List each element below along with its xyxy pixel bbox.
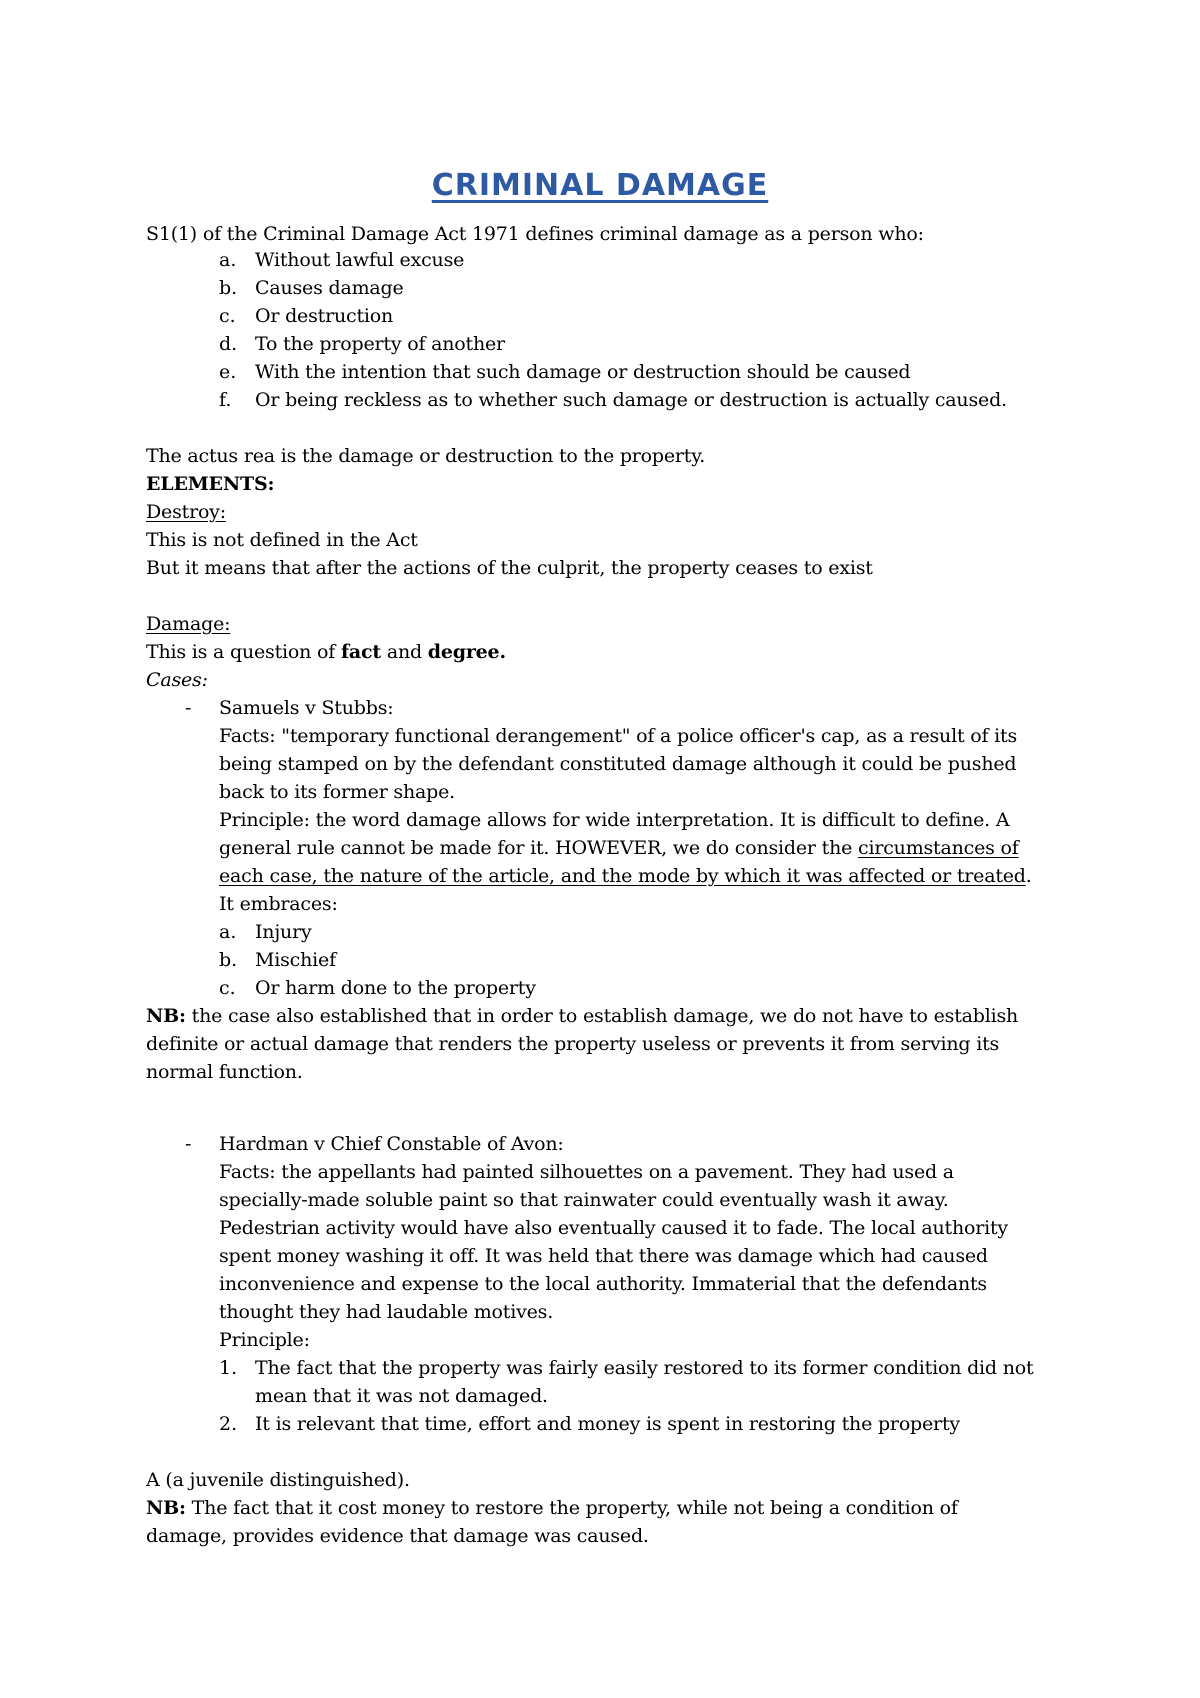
embraces-marker: a.: [219, 921, 237, 943]
nb-line: definite or actual damage that renders the property useless or prevents it from serving its: [146, 1033, 1000, 1055]
destroy-line: But it means that after the actions of the culprit, the property ceases to exist: [146, 557, 873, 579]
damage-heading: Damage:: [146, 613, 231, 635]
principle-marker: 1.: [219, 1357, 238, 1379]
case-facts-line: being stamped on by the defendant constituted damage although it could be pushed: [219, 753, 1017, 775]
definition-item: To the property of another: [255, 333, 505, 355]
case-dash: -: [185, 697, 192, 719]
cases-label: Cases:: [146, 669, 208, 691]
damage-question-line: [146, 640, 506, 664]
embraces-item: Mischief: [255, 949, 336, 971]
principle-underlined-text: each case, the nature of the article, and the mode by which it was affected or treated: [219, 865, 1026, 887]
definition-marker: d.: [219, 333, 238, 355]
case-facts-line: Pedestrian activity would have also eventually caused it to fade. The local authority: [219, 1217, 1008, 1239]
definition-marker: c.: [219, 305, 236, 327]
definition-item: With the intention that such damage or destruction should be caused: [255, 361, 911, 383]
case-principle-label: Principle:: [219, 1329, 310, 1351]
damage-question-degree: degree.: [427, 641, 506, 663]
definition-marker: e.: [219, 361, 237, 383]
definition-marker: b.: [219, 277, 238, 299]
embraces-marker: b.: [219, 949, 238, 971]
case-principle-line: Principle: the word damage allows for wide interpretation. It is difficult to define. A: [219, 809, 1010, 831]
principle-text: general rule cannot be made for it. HOWEVER, we do consider the: [219, 837, 859, 859]
actus-rea-paragraph: The actus rea is the damage or destruction to the property.: [146, 445, 706, 467]
nb-label: NB:: [146, 1005, 186, 1027]
case-name: Hardman v Chief Constable of Avon:: [219, 1133, 564, 1155]
embraces-item: Or harm done to the property: [255, 977, 536, 999]
case-facts-line: thought they had laudable motives.: [219, 1301, 554, 1323]
principle-item: It is relevant that time, effort and money is spent in restoring the property: [255, 1413, 960, 1435]
nb-line: damage, provides evidence that damage was caused.: [146, 1525, 649, 1547]
nb-text: the case also established that in order to establish damage, we do not have to establish: [185, 1005, 1019, 1027]
case-facts-line: Facts: "temporary functional derangement" of a police officer's cap, as a result of its: [219, 725, 1017, 747]
principle-text: .: [1025, 865, 1032, 887]
definition-marker: f.: [219, 389, 232, 411]
embraces-label: It embraces:: [219, 893, 338, 915]
intro-paragraph: S1(1) of the Criminal Damage Act 1971 defines criminal damage as a person who:: [146, 223, 924, 245]
nb-line: [146, 1004, 1018, 1028]
nb-label: NB:: [146, 1497, 186, 1519]
case-facts-line: spent money washing it off. It was held that there was damage which had caused: [219, 1245, 988, 1267]
principle-item: mean that it was not damaged.: [255, 1385, 548, 1407]
destroy-heading: Destroy:: [146, 501, 226, 523]
definition-item: Causes damage: [255, 277, 404, 299]
damage-question-fact: fact: [340, 641, 381, 663]
document-title: CRIMINAL DAMAGE: [431, 168, 769, 203]
nb-text: The fact that it cost money to restore the property, while not being a condition of: [185, 1497, 958, 1519]
definition-item: Without lawful excuse: [255, 249, 465, 271]
principle-marker: 2.: [219, 1413, 238, 1435]
case-facts-line: specially-made soluble paint so that rainwater could eventually wash it away.: [219, 1189, 949, 1211]
damage-question-prefix: This is a question of: [146, 641, 341, 663]
elements-heading: ELEMENTS:: [146, 473, 275, 495]
definition-item: Or destruction: [255, 305, 394, 327]
case-principle-line: [219, 864, 1032, 888]
principle-item: The fact that the property was fairly easily restored to its former condition did not: [255, 1357, 1034, 1379]
definition-marker: a.: [219, 249, 237, 271]
nb-line: normal function.: [146, 1061, 303, 1083]
embraces-item: Injury: [255, 921, 312, 943]
definition-item: Or being reckless as to whether such damage or destruction is actually caused.: [255, 389, 1007, 411]
principle-underlined-text: circumstances of: [858, 837, 1019, 859]
case-name: A (a juvenile distinguished).: [146, 1469, 410, 1491]
case-facts-line: Facts: the appellants had painted silhouettes on a pavement. They had used a: [219, 1161, 954, 1183]
case-facts-line: inconvenience and expense to the local authority. Immaterial that the defendants: [219, 1273, 987, 1295]
nb-line: [146, 1496, 958, 1520]
case-name: Samuels v Stubbs:: [219, 697, 394, 719]
case-facts-line: back to its former shape.: [219, 781, 455, 803]
case-principle-line: [219, 836, 1019, 860]
destroy-line: This is not defined in the Act: [146, 529, 418, 551]
case-dash: -: [185, 1133, 192, 1155]
damage-question-and: and: [380, 641, 428, 663]
embraces-marker: c.: [219, 977, 236, 999]
